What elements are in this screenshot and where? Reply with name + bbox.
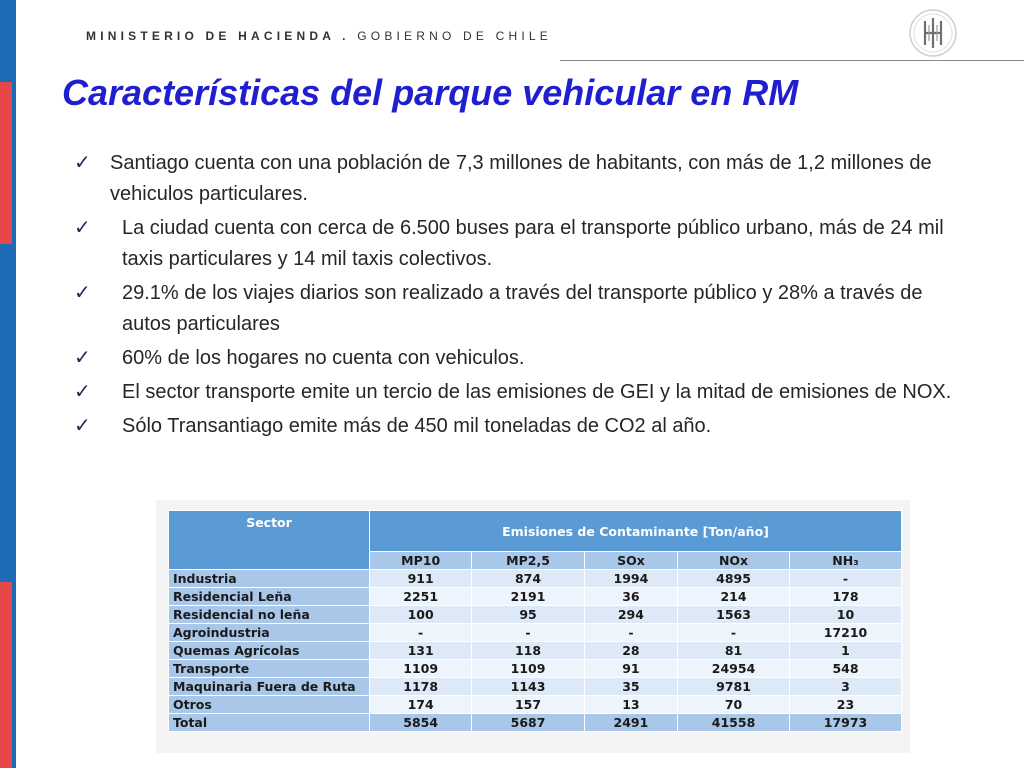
- value-cell: 2191: [472, 588, 584, 606]
- bullet-text: Santiago cuenta con una población de 7,3 millones de habitants, con más de 1,2 millones de vehiculos particulares.: [110, 152, 932, 205]
- value-cell: 1994: [584, 570, 677, 588]
- value-cell: 13: [584, 696, 677, 714]
- left-red-accent-top: [0, 82, 12, 244]
- sector-cell: Transporte: [169, 660, 370, 678]
- column-header-nox: NOx: [678, 552, 790, 570]
- value-cell: 28: [584, 642, 677, 660]
- column-header-nh3: NH₃: [789, 552, 901, 570]
- sector-header: Sector: [169, 511, 370, 570]
- checkmark-icon: ✓: [74, 347, 91, 369]
- value-cell: 91: [584, 660, 677, 678]
- sector-cell: Otros: [169, 696, 370, 714]
- bullet-item: [72, 343, 972, 374]
- value-cell: 1563: [678, 606, 790, 624]
- sector-cell: Quemas Agrícolas: [169, 642, 370, 660]
- table-row: [169, 588, 902, 606]
- value-cell: -: [789, 570, 901, 588]
- value-cell: 174: [370, 696, 472, 714]
- bullet-text: La ciudad cuenta con cerca de 6.500 buses para el transporte público urbano, más de 24 mil taxis particulares y 14 mil taxis colectivos.: [122, 217, 944, 270]
- checkmark-icon: ✓: [74, 282, 91, 304]
- value-cell: -: [584, 624, 677, 642]
- value-cell: 548: [789, 660, 901, 678]
- bullet-item: [72, 411, 972, 442]
- value-cell: 178: [789, 588, 901, 606]
- value-cell: 36: [584, 588, 677, 606]
- column-header-sox: SOx: [584, 552, 677, 570]
- value-cell: 5687: [472, 714, 584, 732]
- bullet-item: [72, 148, 972, 210]
- bullet-text: 60% de los hogares no cuenta con vehiculos.: [122, 347, 525, 369]
- value-cell: 874: [472, 570, 584, 588]
- value-cell: 81: [678, 642, 790, 660]
- sector-cell: Residencial Leña: [169, 588, 370, 606]
- value-cell: 1178: [370, 678, 472, 696]
- value-cell: 4895: [678, 570, 790, 588]
- value-cell: 911: [370, 570, 472, 588]
- table-row: [169, 660, 902, 678]
- value-cell: -: [370, 624, 472, 642]
- header-government: GOBIERNO DE CHILE: [357, 29, 553, 43]
- table-row: [169, 678, 902, 696]
- emissions-table-container: [156, 500, 910, 753]
- value-cell: 1143: [472, 678, 584, 696]
- slide-title: Características del parque vehicular en RM: [62, 72, 799, 113]
- value-cell: 3: [789, 678, 901, 696]
- value-cell: 9781: [678, 678, 790, 696]
- checkmark-icon: ✓: [74, 217, 91, 239]
- column-header-mp10: MP10: [370, 552, 472, 570]
- value-cell: 1: [789, 642, 901, 660]
- bullet-text: 29.1% de los viajes diarios son realizado a través del transporte público y 28% a través de autos particulares: [122, 282, 923, 335]
- bullet-item: [72, 278, 972, 340]
- value-cell: 2491: [584, 714, 677, 732]
- left-red-accent-bottom: [0, 582, 12, 768]
- value-cell: 23: [789, 696, 901, 714]
- value-cell: 17210: [789, 624, 901, 642]
- header-ministry: MINISTERIO DE HACIENDA: [86, 29, 335, 43]
- sector-cell: Total: [169, 714, 370, 732]
- sector-cell: Residencial no leña: [169, 606, 370, 624]
- value-cell: 10: [789, 606, 901, 624]
- value-cell: 1109: [472, 660, 584, 678]
- bullet-item: [72, 213, 972, 275]
- header-ministry-text: [86, 29, 552, 43]
- value-cell: 24954: [678, 660, 790, 678]
- checkmark-icon: ✓: [74, 152, 91, 174]
- checkmark-icon: ✓: [74, 415, 91, 437]
- table-row: [169, 570, 902, 588]
- checkmark-icon: ✓: [74, 381, 91, 403]
- value-cell: 157: [472, 696, 584, 714]
- value-cell: 95: [472, 606, 584, 624]
- value-cell: 35: [584, 678, 677, 696]
- value-cell: 41558: [678, 714, 790, 732]
- header-separator: .: [334, 29, 358, 43]
- table-row: [169, 624, 902, 642]
- table-row: [169, 696, 902, 714]
- sector-cell: Industria: [169, 570, 370, 588]
- header-divider-line: [560, 60, 1024, 61]
- value-cell: 5854: [370, 714, 472, 732]
- table-row: [169, 606, 902, 624]
- sector-cell: Agroindustria: [169, 624, 370, 642]
- emissions-group-header: Emisiones de Contaminante [Ton/año]: [370, 511, 902, 552]
- emissions-table: [168, 510, 902, 732]
- value-cell: 214: [678, 588, 790, 606]
- value-cell: 131: [370, 642, 472, 660]
- sector-cell: Maquinaria Fuera de Ruta: [169, 678, 370, 696]
- bullet-list: [72, 148, 972, 445]
- value-cell: 70: [678, 696, 790, 714]
- value-cell: 2251: [370, 588, 472, 606]
- table-row: [169, 642, 902, 660]
- value-cell: 118: [472, 642, 584, 660]
- ministry-emblem-icon: [908, 8, 958, 58]
- value-cell: -: [472, 624, 584, 642]
- value-cell: 100: [370, 606, 472, 624]
- emissions-table-body: [169, 570, 902, 732]
- value-cell: 17973: [789, 714, 901, 732]
- bullet-text: El sector transporte emite un tercio de las emisiones de GEI y la mitad de emisiones de NOX.: [122, 381, 952, 403]
- column-header-mp25: MP2,5: [472, 552, 584, 570]
- bullet-item: [72, 377, 972, 408]
- value-cell: 294: [584, 606, 677, 624]
- table-total-row: [169, 714, 902, 732]
- value-cell: -: [678, 624, 790, 642]
- value-cell: 1109: [370, 660, 472, 678]
- bullet-text: Sólo Transantiago emite más de 450 mil toneladas de CO2 al año.: [122, 415, 712, 437]
